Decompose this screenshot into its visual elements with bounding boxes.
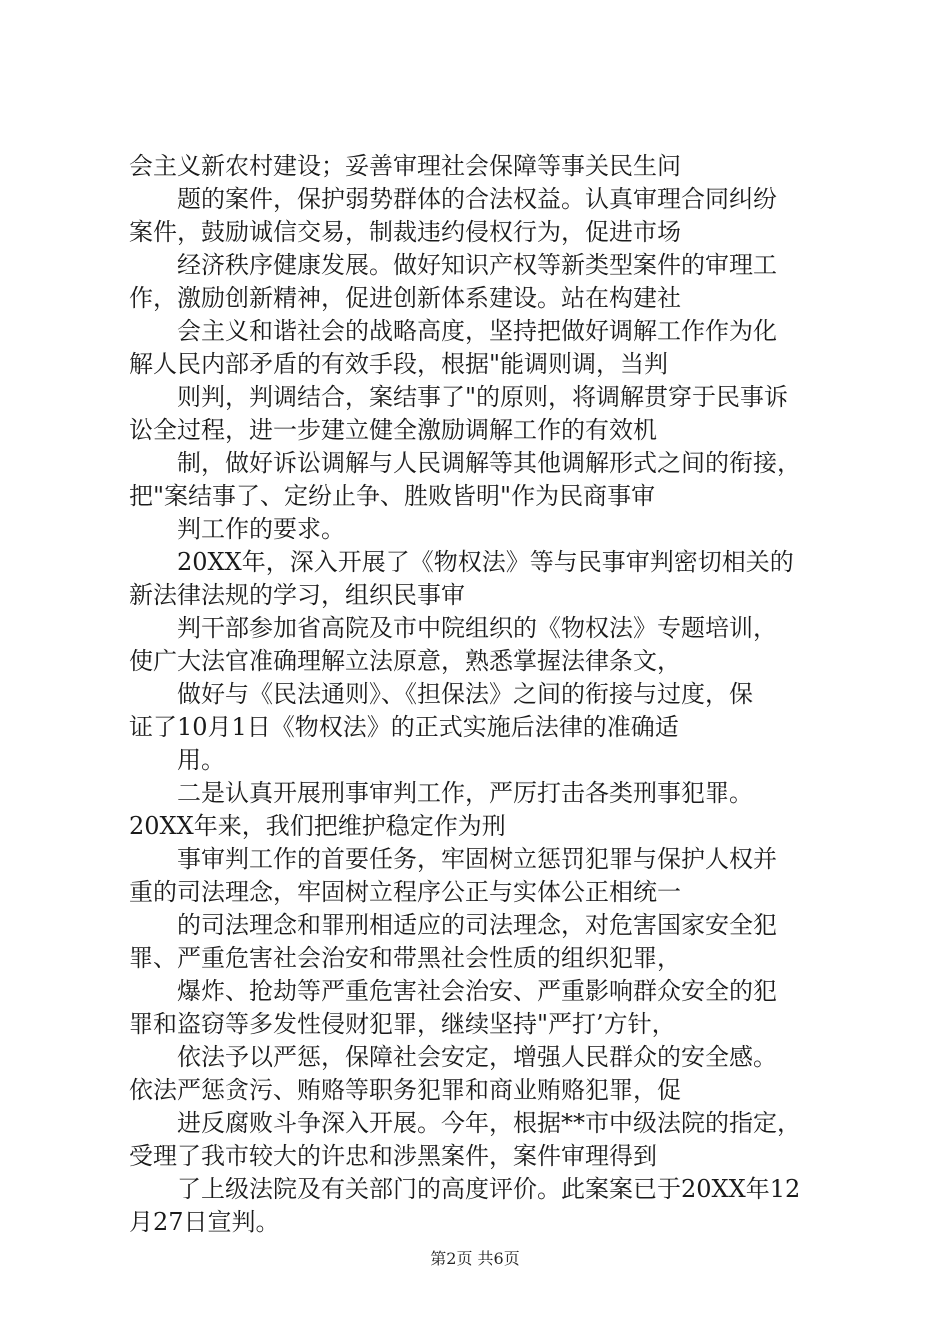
text-line: 判工作的要求。 <box>177 515 345 543</box>
text-line: 二是认真开展刑事审判工作，严厉打击各类刑事犯罪。 <box>177 779 753 807</box>
text-line: 使广大法官准确理解立法原意，熟悉掌握法律条文， <box>129 647 681 675</box>
text-line: 经济秩序健康发展。做好知识产权等新类型案件的审理工 <box>177 251 777 279</box>
text-line: 月27日宣判。 <box>129 1208 280 1236</box>
text-line: 会主义新农村建设；妥善审理社会保障等事关民生问 <box>129 152 681 180</box>
text-line: 做好与《民法通则》、《担保法》之间的衔接与过度，保 <box>177 680 753 708</box>
document-body <box>129 150 849 1239</box>
text-line: 了上级法院及有关部门的高度评价。此案案已于20XX年12 <box>177 1175 801 1203</box>
text-line: 案件，鼓励诚信交易，制裁违约侵权行为，促进市场 <box>129 218 681 246</box>
text-line: 依法严惩贪污、贿赂等职务犯罪和商业贿赂犯罪，促 <box>129 1076 681 1104</box>
text-line: 事审判工作的首要任务，牢固树立惩罚犯罪与保护人权并 <box>177 845 777 873</box>
text-line: 受理了我市较大的许忠和涉黑案件，案件审理得到 <box>129 1142 657 1170</box>
text-line: 重的司法理念，牢固树立程序公正与实体公正相统一 <box>129 878 681 906</box>
text-line: 的司法理念和罪刑相适应的司法理念，对危害国家安全犯 <box>177 911 777 939</box>
text-line: 新法律法规的学习，组织民事审 <box>129 581 465 609</box>
text-line: 20XX年，深入开展了《物权法》等与民事审判密切相关的 <box>177 548 794 576</box>
text-line: 进反腐败斗争深入开展。今年，根据**市中级法院的指定， <box>177 1109 801 1137</box>
text-line: 证了10月1日《物权法》的正式实施后法律的准确适 <box>129 713 679 741</box>
text-line: 作，激励创新精神，促进创新体系建设。站在构建社 <box>129 284 681 312</box>
text-line: 讼全过程，进一步建立健全激励调解工作的有效机 <box>129 416 657 444</box>
page-footer: 第2页 共6页 <box>430 1249 520 1268</box>
text-line: 判干部参加省高院及市中院组织的《物权法》专题培训， <box>177 614 777 642</box>
text-line: 解人民内部矛盾的有效手段，根据"能调则调，当判 <box>129 350 669 378</box>
text-line: 把"案结事了、定纷止争、胜败皆明"作为民商事审 <box>129 482 656 510</box>
text-line: 题的案件，保护弱势群体的合法权益。认真审理合同纠纷 <box>177 185 777 213</box>
text-line: 会主义和谐社会的战略高度，坚持把做好调解工作作为化 <box>177 317 777 345</box>
text-line: 罪和盗窃等多发性侵财犯罪，继续坚持"严打’方针， <box>129 1010 676 1038</box>
text-line: 依法予以严惩，保障社会安定，增强人民群众的安全感。 <box>177 1043 777 1071</box>
text-line: 用。 <box>177 746 225 774</box>
text-line: 20XX年来，我们把维护稳定作为刑 <box>129 812 506 840</box>
text-line: 爆炸、抢劫等严重危害社会治安、严重影响群众安全的犯 <box>177 977 777 1005</box>
text-line: 制，做好诉讼调解与人民调解等其他调解形式之间的衔接， <box>177 449 801 477</box>
text-line: 罪、严重危害社会治安和带黑社会性质的组织犯罪， <box>129 944 681 972</box>
text-line: 则判，判调结合，案结事了"的原则，将调解贯穿于民事诉 <box>177 383 789 411</box>
